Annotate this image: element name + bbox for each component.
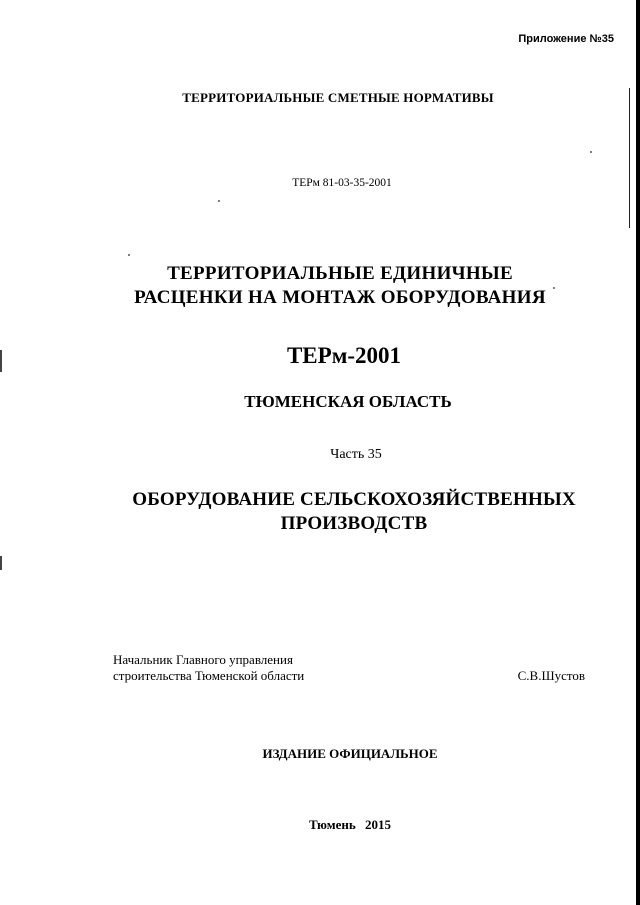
scan-speck	[128, 254, 130, 256]
signer-name: С.В.Шустов	[517, 668, 585, 683]
region-name: ТЮМЕНСКАЯ ОБЛАСТЬ	[244, 392, 452, 411]
signer-position	[113, 652, 304, 684]
scan-edge-left	[0, 350, 2, 372]
signer-position-line-1: Начальник Главного управления	[113, 652, 293, 667]
document-code: ТЕРм 81-03-35-2001	[292, 177, 392, 189]
city-year: Тюмень 2015	[308, 817, 392, 832]
part-number: Часть 35	[330, 447, 382, 462]
norms-heading: ТЕРРИТОРИАЛЬНЫЕ СМЕТНЫЕ НОРМАТИВЫ	[182, 90, 494, 105]
section-subtitle	[34, 488, 640, 536]
appendix-number: Приложение №35	[518, 33, 614, 45]
scan-speck	[590, 151, 592, 153]
edition-label: ИЗДАНИЕ ОФИЦИАЛЬНОЕ	[262, 746, 438, 761]
scan-edge-left-lower	[0, 556, 2, 570]
subtitle-line-1: ОБОРУДОВАНИЕ СЕЛЬСКОХОЗЯЙСТВЕННЫХ	[132, 489, 576, 510]
subtitle-line-2: ПРОИЗВОДСТВ	[280, 513, 428, 534]
scan-speck	[218, 200, 220, 202]
short-name: ТЕРм-2001	[286, 343, 402, 368]
signer-position-line-2: строительства Тюменской области	[113, 668, 305, 683]
document-title	[20, 262, 640, 310]
title-line-2: РАСЦЕНКИ НА МОНТАЖ ОБОРУДОВАНИЯ	[134, 287, 546, 308]
title-line-1: ТЕРРИТОРИАЛЬНЫЕ ЕДИНИЧНЫЕ	[167, 263, 513, 284]
scan-edge-mark	[629, 88, 630, 228]
